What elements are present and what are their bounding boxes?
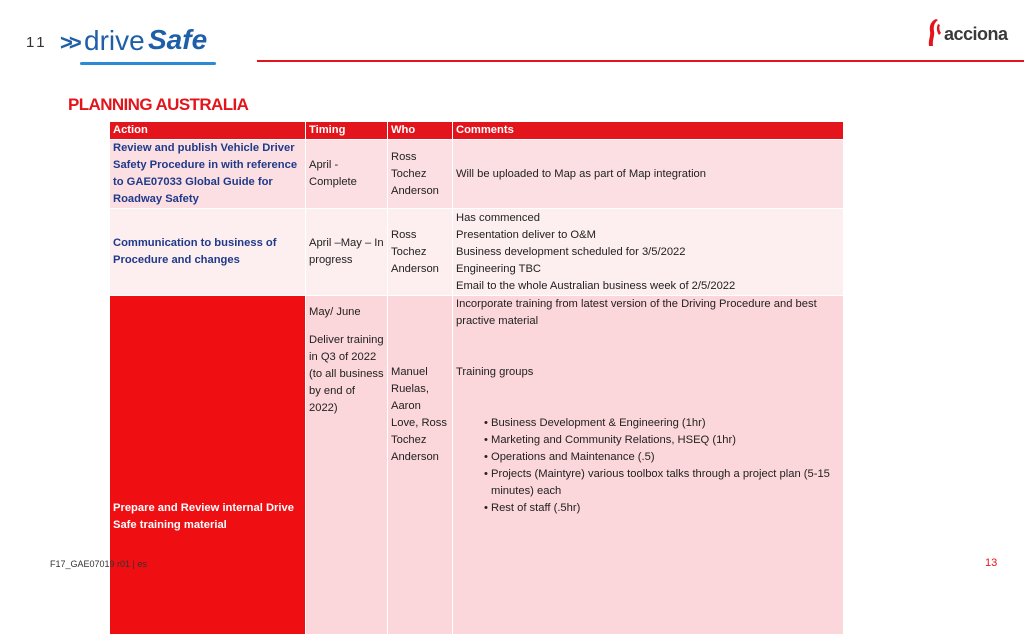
comment-line: Presentation deliver to O&M: [456, 228, 596, 241]
table-row: [110, 296, 844, 635]
drivesafe-logo: [60, 24, 220, 70]
column-header-who: Who: [388, 122, 453, 140]
slide-number: 11: [26, 34, 48, 51]
table-row: [110, 209, 844, 296]
list-item: • Business Development & Engineering (1hr): [484, 415, 840, 432]
acciona-wordmark: acciona: [944, 24, 1008, 44]
logo-underline: [80, 62, 216, 65]
action-cell: Prepare and Review internal Drive Safe training material: [110, 296, 306, 635]
comments-cell: [453, 296, 844, 635]
page-title: PLANNING AUSTRALIA: [68, 95, 249, 114]
action-cell: Communication to business of Procedure and changes: [110, 209, 306, 296]
planning-table: [109, 121, 844, 635]
timing-detail: Deliver training in Q3 of 2022 (to all business by end of 2022): [309, 334, 384, 414]
list-item: • Rest of staff (.5hr): [484, 500, 840, 517]
logo-safe-text: Safe: [148, 24, 208, 55]
comments-cell: [453, 209, 844, 296]
comment-line: Will be uploaded to Map as part of Map integration: [456, 167, 706, 180]
action-cell: Review and publish Vehicle Driver Safety Procedure in with reference to GAE07033 Global Guide for Roadway Safety: [110, 140, 306, 209]
chevron-right-icon: >>: [60, 30, 78, 55]
who-value: Manuel Ruelas, Aaron Love, Ross Tochez Anderson: [391, 366, 447, 463]
column-header-action: Action: [110, 122, 306, 140]
timing-cell: April - Complete: [306, 140, 388, 209]
acciona-mark-icon: [926, 18, 944, 48]
column-header-comments: Comments: [453, 122, 844, 140]
who-cell: [388, 296, 453, 635]
timing-cell: April –May – In progress: [306, 209, 388, 296]
comments-cell: [453, 140, 844, 209]
page-number: 13: [985, 557, 998, 569]
list-item: • Marketing and Community Relations, HSEQ (1hr): [484, 432, 840, 449]
table-row: [110, 140, 844, 209]
header-divider: [257, 60, 1024, 62]
comment-subhead: Training groups: [456, 366, 534, 378]
list-item: • Operations and Maintenance (.5): [484, 449, 840, 466]
who-cell: Ross Tochez Anderson: [388, 209, 453, 296]
comment-line: Has commenced: [456, 211, 540, 224]
timing-cell: [306, 296, 388, 635]
list-item: • Projects (Maintyre) various toolbox talks through a project plan (5-15 minutes) each: [484, 466, 840, 500]
acciona-logo: [924, 18, 1008, 52]
column-header-timing: Timing: [306, 122, 388, 140]
who-cell: Ross Tochez Anderson: [388, 140, 453, 209]
comment-line: Email to the whole Australian business week of 2/5/2022: [456, 279, 736, 292]
comment-line: Business development scheduled for 3/5/2022: [456, 245, 686, 258]
training-groups-list: [456, 415, 840, 517]
table-header-row: [110, 122, 844, 140]
timing-value: May/ June: [309, 306, 361, 318]
comment-intro: Incorporate training from latest version of the Driving Procedure and best practive material: [456, 298, 817, 327]
comment-line: Engineering TBC: [456, 262, 541, 275]
logo-drive-text: drive: [84, 25, 145, 56]
document-code: F17_GAE07019 r01 | es: [50, 559, 147, 569]
